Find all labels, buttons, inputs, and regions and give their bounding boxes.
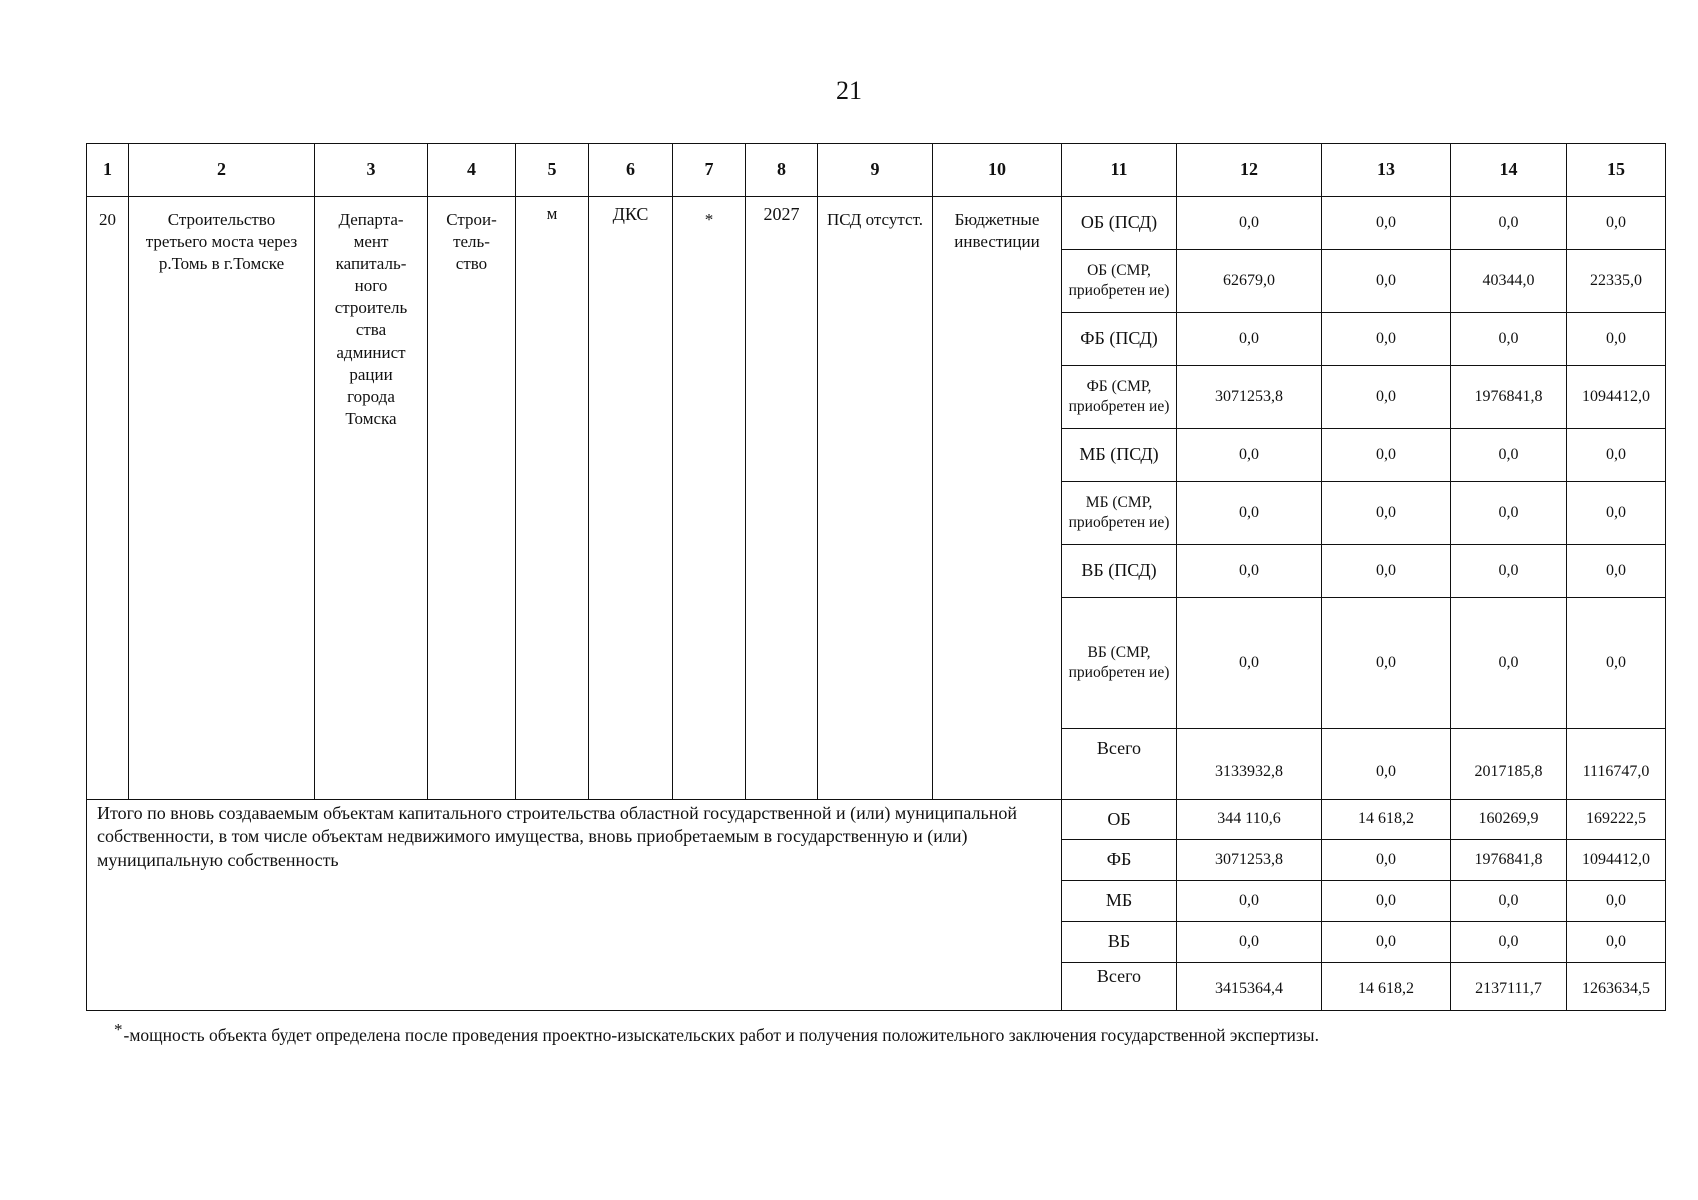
header-cell: 1 [87, 144, 129, 197]
item-year: 2027 [746, 197, 818, 800]
amount-cell: 0,0 [1177, 197, 1322, 250]
amount-cell: 0,0 [1567, 482, 1666, 545]
amount-cell: 2017185,8 [1451, 729, 1567, 800]
amount-cell: 3071253,8 [1177, 840, 1322, 881]
funding-source: Всего [1062, 963, 1177, 1011]
amount-cell: 0,0 [1322, 313, 1451, 366]
amount-cell: 0,0 [1322, 429, 1451, 482]
item-type: Строи-тель-ство [428, 197, 516, 800]
investment-table [86, 143, 1666, 1011]
footnote-marker: * [114, 1020, 123, 1039]
amount-cell: 0,0 [1451, 922, 1567, 963]
funding-source: ВБ (ПСД) [1062, 545, 1177, 598]
amount-cell: 0,0 [1451, 429, 1567, 482]
item-capacity: * [673, 197, 746, 800]
amount-cell: 0,0 [1322, 598, 1451, 729]
footnote [114, 1020, 1664, 1046]
funding-source: ФБ [1062, 840, 1177, 881]
header-cell: 15 [1567, 144, 1666, 197]
amount-cell: 3415364,4 [1177, 963, 1322, 1011]
header-cell: 12 [1177, 144, 1322, 197]
funding-source: ОБ [1062, 800, 1177, 840]
amount-cell: 0,0 [1451, 598, 1567, 729]
funding-source: Всего [1062, 729, 1177, 800]
amount-cell: 0,0 [1451, 881, 1567, 922]
header-cell: 7 [673, 144, 746, 197]
amount-cell: 14 618,2 [1322, 800, 1451, 840]
total-row [87, 800, 1666, 840]
funding-source: МБ (СМР, приобретен ие) [1062, 482, 1177, 545]
item-psd: ПСД отсутст. [818, 197, 933, 800]
amount-cell: 40344,0 [1451, 250, 1567, 313]
amount-cell: 0,0 [1567, 598, 1666, 729]
amount-cell: 3071253,8 [1177, 366, 1322, 429]
item-name: Строительство третьего моста через р.Томь в г.Томске [129, 197, 315, 800]
header-cell: 9 [818, 144, 933, 197]
amount-cell: 0,0 [1451, 313, 1567, 366]
funding-source: ОБ (СМР, приобретен ие) [1062, 250, 1177, 313]
amount-cell: 0,0 [1567, 922, 1666, 963]
amount-cell: 0,0 [1451, 545, 1567, 598]
funding-source: МБ [1062, 881, 1177, 922]
amount-cell: 0,0 [1177, 429, 1322, 482]
amount-cell: 0,0 [1177, 598, 1322, 729]
page-number: 21 [836, 76, 862, 105]
amount-cell: 0,0 [1177, 881, 1322, 922]
amount-cell: 0,0 [1322, 366, 1451, 429]
header-cell: 6 [589, 144, 673, 197]
funding-source: ФБ (ПСД) [1062, 313, 1177, 366]
amount-cell: 0,0 [1177, 313, 1322, 366]
amount-cell: 0,0 [1322, 881, 1451, 922]
item-investment-form: Бюджетные инвестиции [933, 197, 1062, 800]
amount-cell: 0,0 [1567, 197, 1666, 250]
header-cell: 8 [746, 144, 818, 197]
amount-cell: 0,0 [1567, 313, 1666, 366]
amount-cell: 344 110,6 [1177, 800, 1322, 840]
item-number: 20 [87, 197, 129, 800]
header-cell: 14 [1451, 144, 1567, 197]
funding-source: ВБ [1062, 922, 1177, 963]
amount-cell: 0,0 [1322, 840, 1451, 881]
amount-cell: 1976841,8 [1451, 840, 1567, 881]
item-unit: м [516, 197, 589, 800]
header-cell: 10 [933, 144, 1062, 197]
amount-cell: 62679,0 [1177, 250, 1322, 313]
header-cell: 4 [428, 144, 516, 197]
total-label: Итого по вновь создаваемым объектам капитального строительства областной государственной и (или) муниципальной собственности, в том числе объектам недвижимого имущества, вновь приобретаемым в государственную и (или) муниципальную собственность [87, 800, 1062, 1011]
amount-cell: 1263634,5 [1567, 963, 1666, 1011]
amount-cell: 0,0 [1322, 922, 1451, 963]
amount-cell: 160269,9 [1451, 800, 1567, 840]
header-cell: 13 [1322, 144, 1451, 197]
amount-cell: 0,0 [1322, 197, 1451, 250]
header-cell: 2 [129, 144, 315, 197]
amount-cell: 2137111,7 [1451, 963, 1567, 1011]
amount-cell: 1976841,8 [1451, 366, 1567, 429]
funding-source: МБ (ПСД) [1062, 429, 1177, 482]
header-cell: 5 [516, 144, 589, 197]
amount-cell: 0,0 [1567, 429, 1666, 482]
table-row [87, 197, 1666, 250]
header-cell: 3 [315, 144, 428, 197]
amount-cell: 0,0 [1322, 545, 1451, 598]
amount-cell: 1116747,0 [1567, 729, 1666, 800]
funding-source: ОБ (ПСД) [1062, 197, 1177, 250]
amount-cell: 0,0 [1177, 482, 1322, 545]
amount-cell: 0,0 [1567, 881, 1666, 922]
header-cell: 11 [1062, 144, 1177, 197]
item-customer: Департа-мент капиталь-ного строитель ства админист рации города Томска [315, 197, 428, 800]
amount-cell: 14 618,2 [1322, 963, 1451, 1011]
amount-cell: 0,0 [1177, 545, 1322, 598]
item-developer: ДКС [589, 197, 673, 800]
amount-cell: 0,0 [1567, 545, 1666, 598]
amount-cell: 1094412,0 [1567, 840, 1666, 881]
amount-cell: 0,0 [1451, 482, 1567, 545]
funding-source: ВБ (СМР, приобретен ие) [1062, 598, 1177, 729]
amount-cell: 0,0 [1322, 250, 1451, 313]
funding-source: ФБ (СМР, приобретен ие) [1062, 366, 1177, 429]
footnote-text: -мощность объекта будет определена после проведения проектно-изыскательских работ и получения положительного заключения государственной экспертизы. [123, 1025, 1319, 1045]
amount-cell: 0,0 [1177, 922, 1322, 963]
amount-cell: 0,0 [1322, 729, 1451, 800]
amount-cell: 0,0 [1322, 482, 1451, 545]
amount-cell: 0,0 [1451, 197, 1567, 250]
amount-cell: 1094412,0 [1567, 366, 1666, 429]
header-row [87, 144, 1666, 197]
amount-cell: 169222,5 [1567, 800, 1666, 840]
amount-cell: 22335,0 [1567, 250, 1666, 313]
amount-cell: 3133932,8 [1177, 729, 1322, 800]
